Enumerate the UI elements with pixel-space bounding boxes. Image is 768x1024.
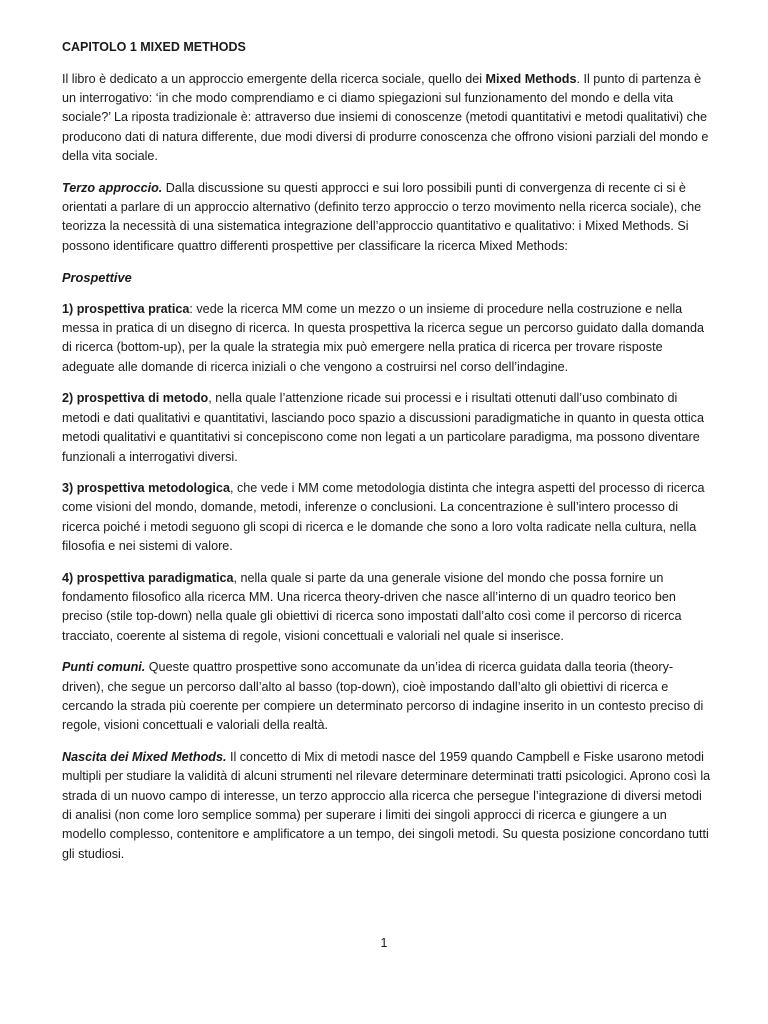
prospettiva-lead-1: 1) prospettiva pratica <box>62 301 190 316</box>
nascita-paragraph <box>62 748 712 864</box>
prospettiva-lead-3: 3) prospettiva metodologica <box>62 480 230 495</box>
prospettiva-text-3: , che vede i MM come metodologia distinta che integra aspetti del processo di ricerca come visioni del mondo, domande, metodi, inferenze o conclusioni. La concentrazione è sull’intero processo di ricerca poiché i metodi seguono gli scopi di ricerca e le domande che sono a loro volta radicate nella cultura, nella filosofia e nei sistemi di valore. <box>62 480 705 554</box>
prospettive-heading: Prospettive <box>62 270 132 286</box>
terzo-approccio-lead: Terzo approccio. <box>62 180 163 195</box>
nascita-text: Il concetto di Mix di metodi nasce del 1959 quando Campbell e Fiske usarono metodi multipli per studiare la validità di alcuni strumenti nel rilevare determinare determinati tratti psicologici. Aprono così la strada di un nuovo campo di interesse, un terzo approccio alla ricerca che persegue l’integrazione di diversi metodi di analisi (non come loro semplice somma) per superare i limiti dei singoli approcci di ricerca e giungere a un modello complesso, contenitore e amplificatore a un tempo, dei singoli metodi. Su questa posizione concordano tutti gli studiosi. <box>62 749 711 861</box>
prospettiva-lead-2: 2) prospettiva di metodo <box>62 391 209 406</box>
prospettiva-paragraph-3 <box>62 479 712 557</box>
punti-comuni-text: Queste quattro prospettive sono accomunate da un’idea di ricerca guidata dalla teoria (theory-driven), che segue un percorso dall’alto al basso (top-down), cioè impostando dall’alto gli obiettivi di ricerca e cercando la strada più coerente per compiere un determinato percorso di indagine inserito in un contesto preciso di regole, visioni concettuali e valoriali della realtà. <box>62 660 704 733</box>
prospettiva-paragraph-4 <box>62 569 712 647</box>
prospettiva-paragraph-1 <box>62 300 712 378</box>
prospettiva-text-2: , nella quale l’attenzione ricade sui processi e i risultati ottenuti dall’uso combinato di metodi e dati qualitativi e quantitativi, lasciando poco spazio a discussioni paradigmatiche in quanto in questa ottica metodi qualitativi e quantitativi si concepiscono come non legati a un particolare paradigma, ma possono diventare funzionali a interrogativi diversi. <box>62 391 704 464</box>
document-page <box>62 38 712 876</box>
nascita-lead: Nascita dei Mixed Methods. <box>62 749 227 764</box>
intro-text-after: . Il punto di partenza è un interrogativo: ‘in che modo comprendiamo e ci diamo spiegazioni sul funzionamento del mondo e della vita sociale?’ La riposta tradizionale è: attraverso due insiemi di conoscenze (metodi quantitativi e metodi qualitativi) che producono dati di natura differente, due modi diversi di produrre conoscenza che offrono visioni parziali del mondo e della vita sociale. <box>62 71 709 164</box>
punti-comuni-paragraph <box>62 658 712 736</box>
terzo-approccio-paragraph <box>62 179 712 257</box>
prospettiva-lead-4: 4) prospettiva paradigmatica <box>62 570 234 585</box>
page-number: 1 <box>380 936 388 950</box>
intro-text-before: Il libro è dedicato a un approccio emergente della ricerca sociale, quello dei <box>62 71 486 86</box>
prospettiva-paragraph-2 <box>62 389 712 467</box>
punti-comuni-lead: Punti comuni. <box>62 660 146 675</box>
prospettiva-text-4: , nella quale si parte da una generale visione del mondo che possa fornire un fondamento filosofico alla ricerca MM. Una ricerca theory-driven che nasce all’interno di un quadro teorico ben preciso (stile top-down) nella quale gli obiettivi di ricerca sono impostati dall’alto così come il percorso di ricerca tracciato, coerente al sistema di regole, visioni concettuali e valoriali nel quale si inserisce. <box>62 570 682 643</box>
chapter-title: CAPITOLO 1 MIXED METHODS <box>62 40 246 54</box>
prospettiva-text-1: : vede la ricerca MM come un mezzo o un insieme di procedure nella costruzione e nella messa in pratica di un disegno di ricerca. In questa prospettiva la ricerca segue un percorso guidato dalla domanda di ricerca (bottom-up), per la quale la strategia mix può emergere nella pratica di ricerca per trovare risposte adeguate alle domande di ricerca iniziali o che vengono a costruirsi nel corso dell’indagine. <box>62 301 704 374</box>
intro-bold-term: Mixed Methods <box>485 71 577 86</box>
terzo-approccio-text: Dalla discussione su questi approcci e sui loro possibili punti di convergenza di recente ci si è orientati a parlare di un approccio alternativo (definito terzo approccio o terzo movimento nella ricerca sociale), che teorizza la necessità di una sistematica integrazione dell’approccio quantitativo e qualitativo: i Mixed Methods. Si possono identificare quattro differenti prospettive per classificare la ricerca Mixed Methods: <box>62 180 702 253</box>
intro-paragraph <box>62 70 712 167</box>
